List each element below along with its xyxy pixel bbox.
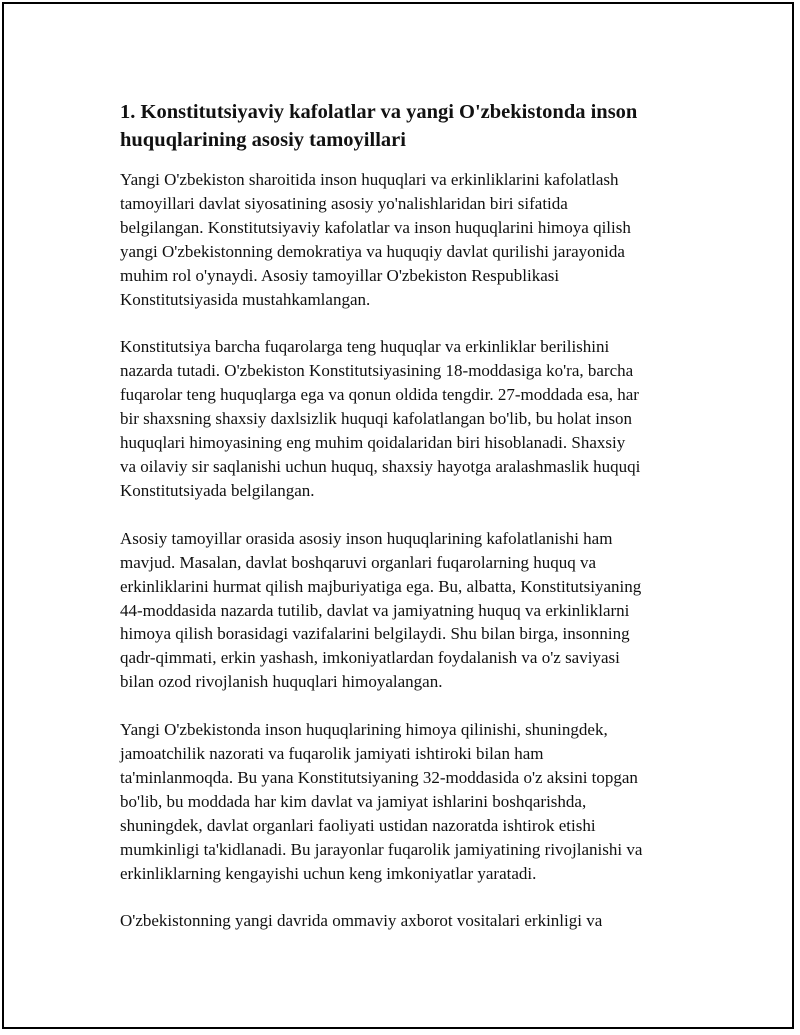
- paragraph-line: huquqlari himoyasining eng muhim qoidalaridan biri hisoblanadi. Shaxsiy: [120, 433, 626, 453]
- paragraph-line: fuqarolar teng huquqlarga ega va qonun oldida tengdir. 27-moddada esa, har: [120, 385, 639, 405]
- section-heading-line: 1. Konstitutsiyaviy kafolatlar va yangi O'zbekistonda inson: [120, 101, 638, 123]
- paragraph-line: bir shaxsning shaxsiy daxlsizlik huquqi kafolatlangan bo'lib, bu holat inson: [120, 409, 633, 429]
- paragraph-4: [120, 718, 700, 885]
- paragraph-line: bilan ozod rivojlanish huquqlari himoyalangan.: [120, 672, 443, 692]
- paragraph-line: yangi O'zbekistonning demokratiya va huquqiy davlat qurilishi jarayonida: [120, 241, 625, 261]
- paragraph-line: Konstitutsiyasida mustahkamlangan.: [120, 289, 371, 309]
- paragraph-line: O'zbekistonning yangi davrida ommaviy axborot vositalari erkinligi va: [120, 911, 603, 931]
- paragraph-line: belgilangan. Konstitutsiyaviy kafolatlar va inson huquqlarini himoya qilish: [120, 217, 631, 237]
- paragraph-line: mavjud. Masalan, davlat boshqaruvi organlari fuqarolarning huquq va: [120, 552, 597, 572]
- paragraph-2: [120, 335, 700, 502]
- section-heading: [120, 98, 700, 154]
- paragraph-line: Yangi O'zbekistonda inson huquqlarining himoya qilinishi, shuningdek,: [120, 720, 608, 740]
- paragraph-line: tamoyillari davlat siyosatining asosiy yo'nalishlaridan biri sifatida: [120, 193, 568, 213]
- paragraph-line: Konstitutsiya barcha fuqarolarga teng huquqlar va erkinliklar berilishini: [120, 337, 610, 357]
- paragraph-line: himoya qilish borasidagi vazifalarini belgilaydi. Shu bilan birga, insonning: [120, 624, 630, 644]
- document-body: [120, 98, 700, 957]
- paragraph-line: Konstitutsiyada belgilangan.: [120, 480, 315, 500]
- paragraph-line: nazarda tutadi. O'zbekiston Konstitutsiyasining 18-moddasiga ko'ra, barcha: [120, 361, 634, 381]
- paragraph-line: Yangi O'zbekiston sharoitida inson huquqlari va erkinliklarini kafolatlash: [120, 170, 619, 189]
- paragraph-line: qadr-qimmati, erkin yashash, imkoniyatlardan foydalanish va o'z saviyasi: [120, 648, 620, 668]
- paragraph-5: [120, 909, 700, 933]
- paragraph-line: shuningdek, davlat organlari faoliyati ustidan nazoratda ishtirok etishi: [120, 815, 596, 835]
- paragraph-line: va oilaviy sir saqlanishi uchun huquq, shaxsiy hayotga aralashmaslik huquqi: [120, 456, 641, 476]
- paragraph-line: erkinliklarning kengayishi uchun keng imkoniyatlar yaratadi.: [120, 863, 537, 883]
- document-page: [2, 2, 794, 1029]
- paragraph-line: muhim rol o'ynaydi. Asosiy tamoyillar O'zbekiston Respublikasi: [120, 265, 560, 285]
- paragraph-line: 44-moddasida nazarda tutilib, davlat va jamiyatning huquq va erkinliklarni: [120, 600, 630, 620]
- paragraph-line: erkinliklarini hurmat qilish majburiyatiga ega. Bu, albatta, Konstitutsiyaning: [120, 576, 642, 596]
- paragraph-line: bo'lib, bu moddada har kim davlat va jamiyat ishlarini boshqarishda,: [120, 791, 587, 811]
- paragraph-line: jamoatchilik nazorati va fuqarolik jamiyati ishtiroki bilan ham: [120, 744, 544, 764]
- paragraph-line: Asosiy tamoyillar orasida asosiy inson huquqlarining kafolatlanishi ham: [120, 528, 613, 548]
- paragraph-line: ta'minlanmoqda. Bu yana Konstitutsiyaning 32-moddasida o'z aksini topgan: [120, 767, 638, 787]
- paragraph-1: [120, 168, 700, 311]
- section-heading-line: huquqlarining asosiy tamoyillari: [120, 129, 406, 151]
- paragraph-line: mumkinligi ta'kidlanadi. Bu jarayonlar fuqarolik jamiyatining rivojlanishi va: [120, 839, 643, 859]
- paragraph-3: [120, 527, 700, 694]
